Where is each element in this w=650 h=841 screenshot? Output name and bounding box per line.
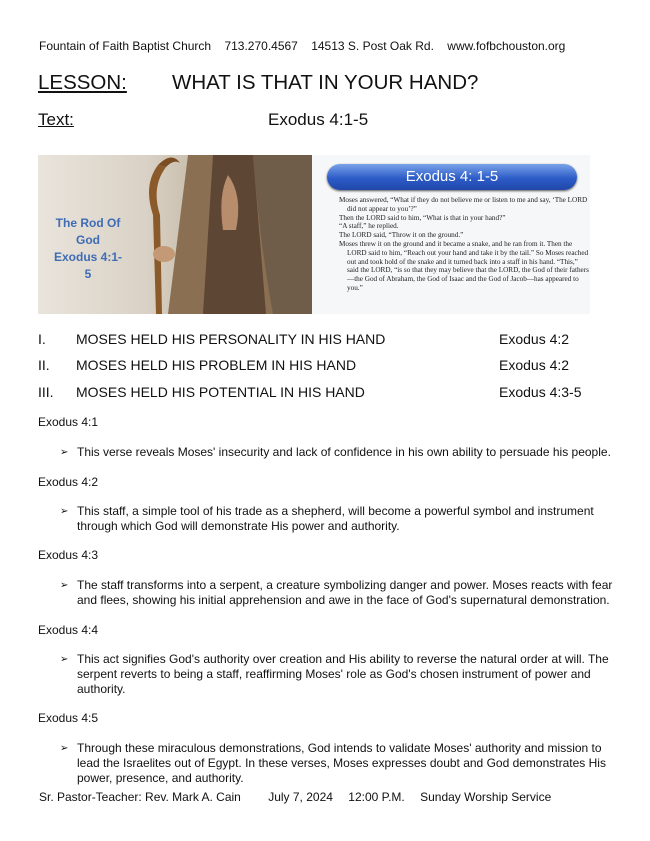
bullet-arrow-icon: ➢ <box>60 447 69 458</box>
verse-commentary-text: This act signifies God's authority over creation and His ability to reverse the natural order at will. The serpent reverts to being a staff, reaffirming Moses' role as God's chosen instrument of power and authority. <box>77 652 609 696</box>
bullet-arrow-icon: ➢ <box>60 743 69 754</box>
outline-reference: Exodus 4:2 <box>499 357 570 373</box>
rod-of-god-image <box>38 155 312 314</box>
outline-heading: MOSES HELD HIS PERSONALITY IN HIS HAND <box>76 331 386 347</box>
service-time: 12:00 P.M. <box>348 790 405 804</box>
outline-reference: Exodus 4:2 <box>499 331 570 347</box>
verse-commentary-text: This staff, a simple tool of his trade as a shepherd, will become a powerful symbol and instrument through which God will demonstrate His power and authority. <box>77 504 594 533</box>
lesson-heading <box>38 71 478 95</box>
text-heading <box>38 110 368 130</box>
service-name: Sunday Worship Service <box>420 790 552 804</box>
verse-label: Exodus 4:1 <box>38 415 99 429</box>
outline-heading: MOSES HELD HIS PROBLEM IN HIS HAND <box>76 357 357 373</box>
scripture-reference-pill: Exodus 4: 1-5 <box>327 164 577 190</box>
verse-label: Exodus 4:3 <box>38 548 99 562</box>
banner-left-title-line2: Exodus 4:1-5 <box>53 250 122 281</box>
pastor-name: Sr. Pastor-Teacher: Rev. Mark A. Cain <box>39 790 241 804</box>
lesson-banner-image <box>38 155 590 314</box>
outline-heading: MOSES HELD HIS POTENTIAL IN HIS HAND <box>76 384 365 400</box>
banner-left-title-line1: The Rod Of God <box>55 216 121 247</box>
outline-number: I. <box>38 331 46 347</box>
church-phone: 713.270.4567 <box>224 39 298 53</box>
banner-left-title <box>52 215 124 283</box>
verse-label: Exodus 4:4 <box>38 623 99 637</box>
verse-commentary-text: Through these miraculous demonstrations, God intends to validate Moses' authority and mission to lead the Israelites out of Egypt. In these verses, Moses expresses doubt and God demonstrates His power, presence, and authority. <box>77 741 606 785</box>
church-address: 14513 S. Post Oak Rd. <box>311 39 434 53</box>
bullet-arrow-icon: ➢ <box>60 506 69 517</box>
page-header <box>39 39 575 53</box>
text-reference: Exodus 4:1-5 <box>268 110 369 129</box>
scripture-line: Then the LORD said to him, “What is that in your hand?” <box>339 213 506 222</box>
verse-commentary <box>60 652 616 697</box>
outline-number: III. <box>38 384 54 400</box>
verse-commentary <box>60 741 616 786</box>
verse-commentary-text: This verse reveals Moses' insecurity and lack of confidence in his own ability to persuade his people. <box>77 445 611 459</box>
church-website: www.fofbchouston.org <box>447 39 566 53</box>
verse-commentary <box>60 578 616 608</box>
service-date: July 7, 2024 <box>268 790 333 804</box>
lesson-label: LESSON: <box>38 71 127 94</box>
lesson-title: WHAT IS THAT IN YOUR HAND? <box>172 71 479 94</box>
scripture-line: The LORD said, “Throw it on the ground.” <box>339 231 464 240</box>
outline-number: II. <box>38 357 50 373</box>
church-name: Fountain of Faith Baptist Church <box>39 39 212 53</box>
scripture-line: Moses answered, “What if they do not believe me or listen to me and say, ‘The LORD did not appear to you’?” <box>339 196 588 213</box>
scripture-line: Moses threw it on the ground and it became a snake, and he ran from it. Then the LORD said to him, “Reach out your hand and take it by the tail.” So Moses reached out and took hold of the snake and it turned back into a staff in his hand. “This,” said the LORD, “is so that they may believe that the LORD, the God of their fathers—the God of Abraham, the God of Isaac and the God of Jacob—has appeared to you.” <box>339 239 589 292</box>
verse-label: Exodus 4:5 <box>38 711 99 725</box>
outline-reference: Exodus 4:3-5 <box>499 384 582 400</box>
bullet-arrow-icon: ➢ <box>60 580 69 591</box>
scripture-text <box>339 196 589 293</box>
scripture-panel <box>312 155 590 314</box>
bullet-arrow-icon: ➢ <box>60 654 69 665</box>
text-label: Text: <box>38 110 74 129</box>
scripture-line: “A staff,” he replied. <box>339 222 399 231</box>
verse-commentary <box>60 504 616 534</box>
verse-label: Exodus 4:2 <box>38 475 99 489</box>
verse-commentary-text: The staff transforms into a serpent, a creature symbolizing danger and power. Moses reacts with fear and flees, showing his initial apprehension and awe in the face of God's supernatural demonstration. <box>77 578 613 607</box>
page-footer <box>39 790 575 804</box>
verse-commentary <box>60 445 616 460</box>
